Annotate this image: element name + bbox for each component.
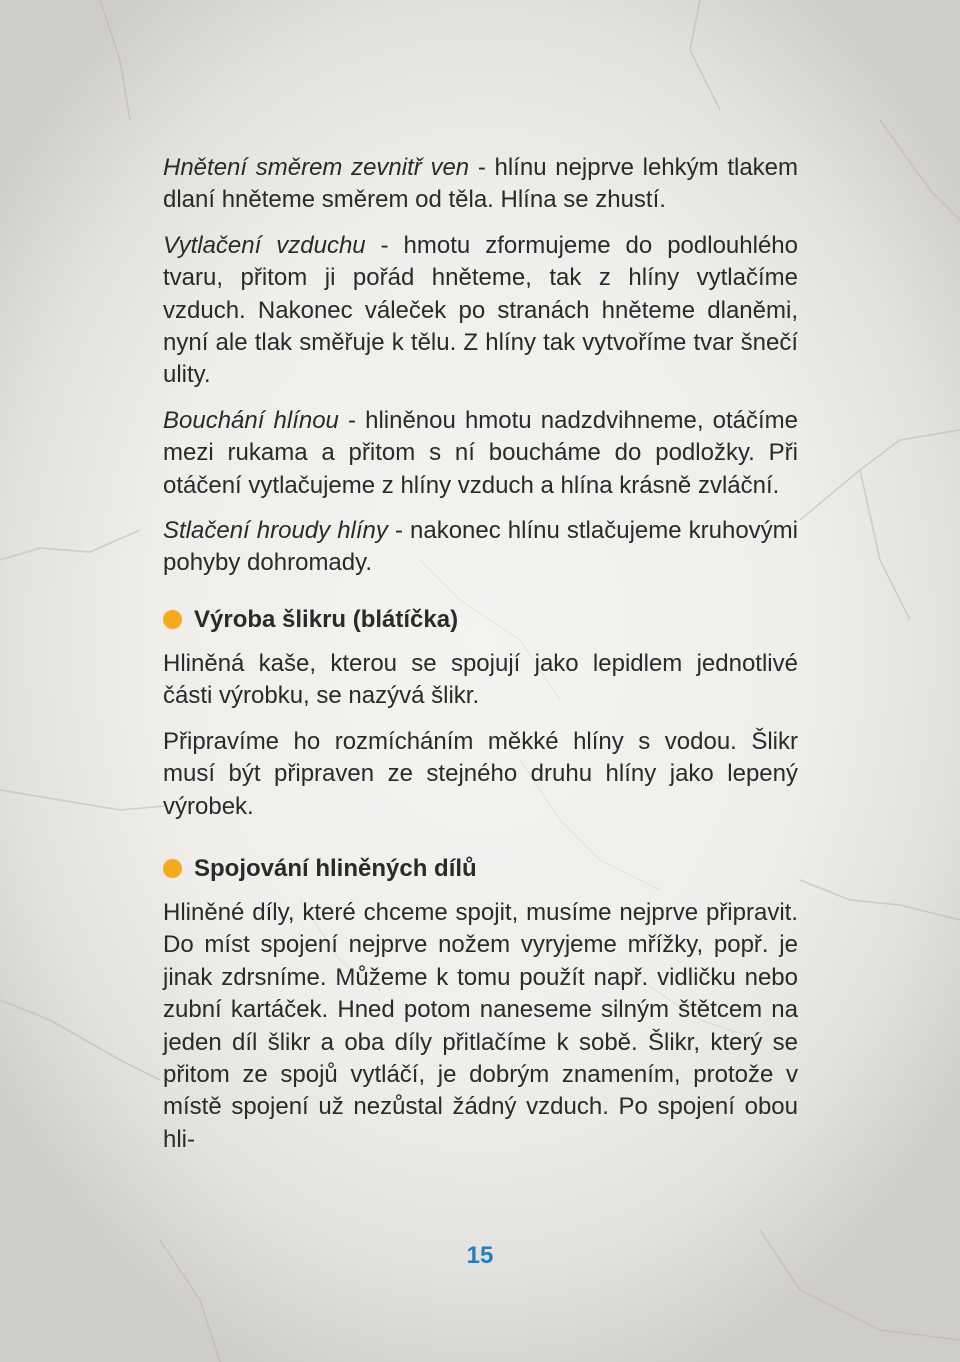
joining-paragraphs: [163, 897, 798, 1156]
orange-circle-bullet-icon: [163, 610, 182, 629]
page-number: 15: [466, 1242, 494, 1269]
technique-paragraph: [163, 405, 798, 502]
body-paragraph: Hliněná kaše, kterou se spojují jako lepidlem jednotlivé části výrobku, se nazývá šlikr.: [163, 649, 798, 710]
technique-description: - hlínu nejprve lehkým tlakem dlaní hněteme směrem od těla. Hlína se zhustí.: [163, 154, 799, 214]
technique-paragraph: [163, 515, 798, 580]
technique-description: - hmotu zformujeme do podlouhlého tvaru, přitom ji pořád hněteme, tak z hlíny vytlačíme vzduch. Nakonec váleček po stranách hněteme dlaněmi, nyní ale tlak směřuje k tělu. Z hlíny tak vytvoříme tvar šnečí ulity.: [163, 231, 799, 389]
orange-circle-bullet-icon: [163, 859, 182, 878]
technique-paragraphs: [163, 152, 798, 580]
technique-term: Bouchání hlínou: [163, 406, 339, 434]
section-heading-slikr: [163, 604, 798, 636]
technique-description: - nakonec hlínu stlačujeme kruhovými pohyby dohromady.: [163, 517, 799, 577]
technique-paragraph: [163, 152, 798, 217]
technique-term: Hnětení směrem zevnitř ven: [163, 154, 470, 181]
technique-term: Vytlačení vzduchu: [163, 231, 366, 259]
body-paragraph: Hliněné díly, které chceme spojit, musíme nejprve připravit. Do míst spojení nejprve nožem vyryjeme mřížky, popř. je jinak zdrsníme. Můžeme k tomu použít např. vidličku nebo zubní kartáček. Hned potom naneseme silným štětcem na jeden díl šlikr a oba díly přitlačíme k sobě. Šlikr, který se přitom ze spojů vytláčí, je dobrým znamením, protože v místě spojení už nezůstal žádný vzduch. Po spojení obou hli-: [163, 898, 798, 1153]
section-title: Spojování hliněných dílů: [194, 854, 477, 882]
document-body: [163, 152, 798, 1156]
technique-term: Stlačení hroudy hlíny: [163, 517, 388, 545]
technique-description: - hliněnou hmotu nadzdvihneme, otáčíme mezi rukama a přitom s ní boucháme do podložky. Při otáčení vytlačujeme z hlíny vzduch a hlína krásně zvláční.: [163, 406, 798, 499]
section-heading-spojovani: [163, 853, 798, 885]
slikr-paragraphs: [163, 648, 798, 823]
body-paragraph: Připravíme ho rozmícháním měkké hlíny s vodou. Šlikr musí být připraven ze stejného druhu hlíny jako lepený výrobek.: [163, 727, 798, 820]
section-title: Výroba šlikru (blátíčka): [194, 605, 459, 633]
technique-paragraph: [163, 230, 798, 392]
